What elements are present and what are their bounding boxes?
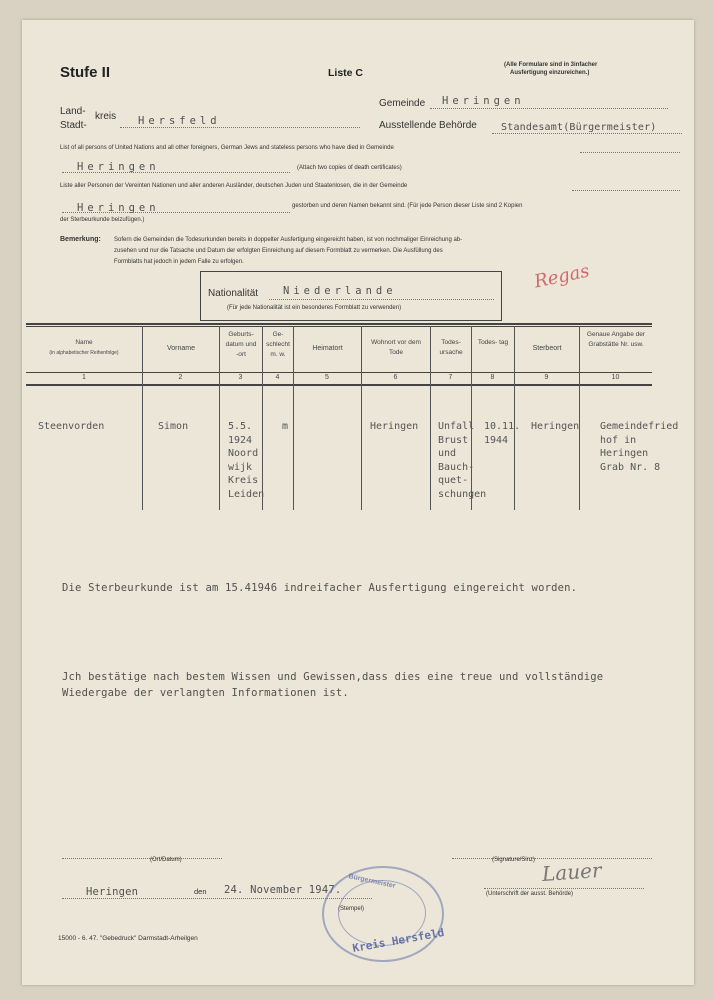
bemerkung-label: Bemerkung:	[60, 236, 101, 243]
red-handwritten-mark: Regas	[532, 260, 592, 293]
col-num: 9	[544, 374, 549, 381]
behoerde-value: Standesamt(Bürgermeister)	[501, 122, 657, 133]
col-num: 8	[490, 374, 495, 381]
cell-geburt: 5.5. 1924 Noord wijk Kreis Leiden	[228, 421, 265, 500]
gemeinde-label: Gemeinde	[379, 98, 426, 109]
bemerkung-line2: zusehen und nur die Tatsache und Datum der erfolgten Einreichung auf diesem Formblatt zu vermerken. Die Ausfüllung des	[114, 248, 443, 254]
official-stamp	[322, 866, 444, 962]
cell-grab: Gemeindefried hof in Heringen Grab Nr. 8	[600, 421, 679, 473]
cell-ursache: Unfall Brust und Bauch- quet- schungen	[438, 421, 487, 500]
cell-wohnort: Heringen	[370, 421, 419, 432]
cell-name: Steenvorden	[38, 421, 105, 432]
signature: Lauer	[541, 857, 603, 887]
document-sheet	[22, 20, 694, 985]
liste-label: Liste C	[328, 67, 364, 79]
intro-de-gemeinde-value: Heringen	[77, 202, 160, 214]
bestaetigung-line2: Wiedergabe der verlangten Informationen ist.	[62, 687, 349, 699]
col-header-geschlecht: Ge- schlecht m. w.	[266, 331, 290, 358]
col-header-todestag: Todes- tag	[477, 339, 509, 346]
col-header-wohnort: Wohnort vor dem Tode	[371, 339, 421, 356]
col-header-ursache: Todes- ursache	[439, 339, 463, 356]
col-header-grab: Genaue Angabe der Grabstätte Nr. usw.	[586, 331, 646, 348]
col-header-heimatort: Heimatort	[312, 345, 343, 352]
gemeinde-value: Heringen	[442, 95, 525, 107]
kreis-label: kreis	[95, 111, 117, 122]
intro-de-line3: der Sterbeurkunde beizufügen.)	[60, 217, 145, 223]
signature-caption: (Signature/Sinz)	[492, 857, 536, 863]
bemerkung-line1: Sofern die Gemeinden die Todesurkunden bereits in doppelter Ausfertigung eingereicht haben, ist von nochmaliger Einreichung ab-	[114, 237, 463, 243]
col-header-sterbeort: Sterbeort	[532, 345, 562, 352]
intro-de-line: Liste aller Personen der Vereinten Nationen und aller anderen Ausländer, deutschen Juden und Staatenlosen, die in der Gemeinde	[60, 183, 408, 189]
printer-imprint: 15000 - 6. 47. "Gebedruck" Darmstadt-Arheilgen	[58, 935, 198, 942]
col-num: 10	[611, 374, 620, 381]
land-label: Land-	[60, 106, 86, 117]
cell-sterbeort: Heringen	[531, 421, 580, 432]
col-header-vorname: Vorname	[166, 345, 196, 352]
stufe-label: Stufe II	[60, 64, 111, 81]
col-num: 3	[238, 374, 243, 381]
den-label: den	[194, 887, 207, 896]
cell-vorname: Simon	[158, 421, 189, 432]
intro-en-line: List of all persons of United Nations and all other foreigners, German Jews and stateless persons who have died in Gemeinde	[60, 145, 394, 151]
cell-todestag: 10.11. 1944	[484, 421, 521, 446]
nationalitaet-label: Nationalität	[208, 288, 259, 299]
col-header-geburt: Geburts- datum und -ort	[225, 331, 257, 358]
copies-note-line1: (Alle Formulare sind in 3infacher	[504, 62, 598, 68]
intro-en-gemeinde-value: Heringen	[77, 161, 160, 173]
col-num: 4	[275, 374, 280, 381]
ort-datum-caption: (Ort/Datum)	[150, 857, 182, 863]
behoerde-label: Ausstellende Behörde	[379, 120, 477, 131]
sterbeurkunde-statement: Die Sterbeurkunde ist am 15.41946 indreifacher Ausfertigung eingereicht worden.	[62, 582, 578, 594]
col-num: 6	[393, 374, 398, 381]
cell-geschlecht: m	[282, 421, 289, 432]
bestaetigung-line1: Jch bestätige nach bestem Wissen und Gewissen,dass dies eine treue und vollständige	[62, 671, 604, 683]
stamp-text: Kreis Hersfeld	[351, 926, 446, 955]
stempel-caption: (Stempel)	[338, 906, 365, 912]
datum-value: 24. November 1947.	[224, 884, 342, 896]
nationalitaet-box	[200, 271, 502, 321]
unterschrift-caption: (Unterschrift der ausst. Behörde)	[486, 891, 574, 897]
col-num: 7	[448, 374, 453, 381]
bemerkung-line3: Formblatts hat jedoch in jedem Falle zu erfolgen.	[114, 259, 244, 265]
ort-value: Heringen	[86, 886, 139, 898]
col-header-name: Name (in alphabetischer Reihenfolge)	[49, 339, 119, 356]
intro-de-line2: gestorben und deren Namen bekannt sind. (Für jede Person dieser Liste sind 2 Kopien	[292, 203, 523, 209]
col-num: 2	[178, 374, 183, 381]
intro-en-attach-note: (Attach two copies of death certificates)	[297, 165, 402, 171]
col-num: 1	[82, 374, 86, 381]
stadt-label: Stadt-	[60, 120, 87, 131]
stamp-top-text: Bürgermeister	[347, 873, 397, 890]
kreis-value: Hersfeld	[138, 115, 221, 127]
col-num: 5	[325, 374, 329, 381]
copies-note-line2: Ausfertigung einzureichen.)	[510, 70, 590, 76]
nationalitaet-note: (Für jede Nationalität ist ein besonderes Formblatt zu verwenden)	[227, 305, 402, 311]
nationalitaet-value: Niederlande	[283, 285, 397, 297]
